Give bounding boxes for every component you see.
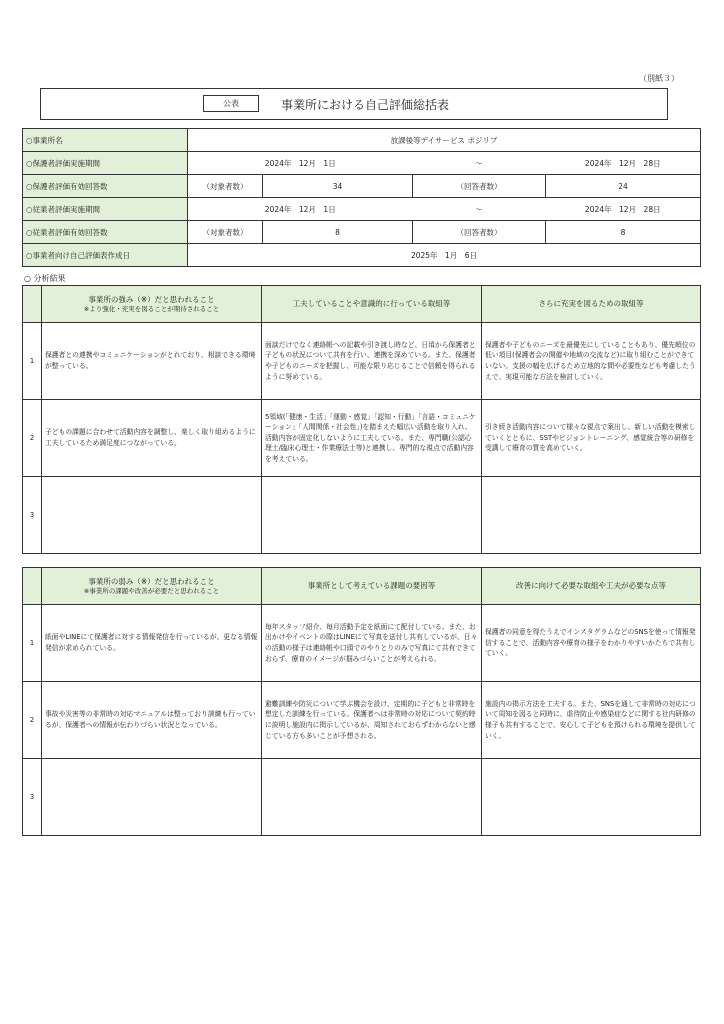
weaknesses-col2-header: 事業所として考えている課題の要因等 (262, 568, 482, 605)
public-tag: 公表 (203, 95, 259, 112)
weakness-cell: 紙面やLINEにて保護者に対する情報発信を行っているが、更なる情報発信が求められている。 (42, 605, 262, 682)
guardian-answer-value: 24 (546, 175, 701, 198)
staff-answer-label: （回答者数） (413, 221, 546, 244)
guardian-answer-label: （回答者数） (413, 175, 546, 198)
effort-cell (262, 477, 482, 554)
row-number: 2 (23, 400, 42, 477)
staff-answer-value: 8 (546, 221, 701, 244)
weaknesses-col1-sub: ※事業所の課題や改善が必要だと思われること (83, 586, 220, 595)
page-title: 事業所における自己評価総括表 (281, 98, 450, 112)
weaknesses-table (22, 567, 701, 836)
attachment-note: （別紙３） (639, 74, 679, 83)
weaknesses-col1-header (42, 568, 262, 605)
strength-cell: 子どもの課題に合わせて活動内容を調整し、楽しく取り組めるように工夫しているため満足度につながっている。 (42, 400, 262, 477)
row-number: 1 (23, 323, 42, 400)
guardian-target-label: （対象者数） (188, 175, 263, 198)
staff-end: 2024年 12月 28日 (546, 198, 701, 221)
title-box (40, 88, 668, 120)
analysis-label: ○ 分析結果 (24, 274, 66, 283)
guardian-tilde: ～ (413, 152, 546, 175)
improvement-cell: 引き続き活動内容について様々な視点で案出し、新しい活動を模索していくとともに、SSTやビジョントレーニング、感覚統合等の研修を受講して療育の質を高めていく。 (482, 400, 701, 477)
remedy-cell: 施設内の掲示方法を工夫する。また、SNSを通して非常時の対応について周知を図ると同時に、虐待防止や感染症などに関する社内研修の様子も共有することで、安心して子どもを預けられる環境を提供していく。 (482, 682, 701, 759)
guardian-period-label: ○保護者評価実施期間 (23, 152, 188, 175)
weaknesses-col3-header: 改善に向けて必要な取組や工夫が必要な点等 (482, 568, 701, 605)
date-value: 2025年 1月 6日 (188, 244, 701, 267)
strengths-col1-sub: ※より強化・充実を図ることが期待されること (83, 304, 220, 313)
strengths-table (22, 285, 701, 554)
remedy-cell: 保護者の同意を得たうえでインスタグラムなどのSNSを使って情報発信することで、活動内容や療育の様子をわかりやすいかたちで共有していく。 (482, 605, 701, 682)
guardian-count-label: ○保護者評価有効回答数 (23, 175, 188, 198)
strengths-col1-header (42, 286, 262, 323)
row-number: 1 (23, 605, 42, 682)
effort-cell: 面談だけでなく連絡帳への記載や引き渡し時など、日頃から保護者と子どもの状況について共有を行い、連携を深めている。また、保護者や子どものニーズを把握し、可能な限り応じることで信頼を得られるように努めている。 (262, 323, 482, 400)
info-table (22, 128, 701, 267)
row-number: 3 (23, 759, 42, 836)
row-number: 3 (23, 477, 42, 554)
date-label: ○事業者向け自己評価表作成日 (23, 244, 188, 267)
strengths-col3-header: さらに充実を図るための取組等 (482, 286, 701, 323)
staff-tilde: ～ (413, 198, 546, 221)
guardian-end: 2024年 12月 28日 (546, 152, 701, 175)
effort-cell: 5領域(「健康・生活」「運動・感覚」「認知・行動」「言語・コミュニケーション」「人間関係・社会性」)を踏まえた幅広い活動を取り入れ、活動内容が固定化しないように工夫している。また、専門職(公認心理士/臨床心理士・作業療法士等)と連携し、専門的な視点で活動内容を考えている。 (262, 400, 482, 477)
weakness-cell (42, 759, 262, 836)
strengths-col2-header: 工夫していることや意識的に行っている取組等 (262, 286, 482, 323)
cause-cell: 毎年スタッフ紹介、毎月活動予定を紙面にて配付している。また、お出かけやイベントの際はLINEにて写真を送付し共有しているが、日々の活動の様子は連絡帳や口頭でのやりとりのみで写真にて共有できておらず、療育のイメージが掴みづらいことが考えられる。 (262, 605, 482, 682)
weaknesses-col1-title: 事業所の弱み（※）だと思われること (88, 576, 215, 586)
strength-cell: 保護者との連携やコミュニケーションがとれており、相談できる環境が整っている。 (42, 323, 262, 400)
row-number: 2 (23, 682, 42, 759)
staff-count-label: ○従業者評価有効回答数 (23, 221, 188, 244)
office-value: 放課後等デイサービス ポジリブ (188, 129, 701, 152)
strengths-num-header (23, 286, 42, 323)
remedy-cell (482, 759, 701, 836)
staff-target-label: （対象者数） (188, 221, 263, 244)
office-label: ○事業所名 (23, 129, 188, 152)
strength-cell (42, 477, 262, 554)
cause-cell (262, 759, 482, 836)
staff-start: 2024年 12月 1日 (188, 198, 413, 221)
weaknesses-num-header (23, 568, 42, 605)
cause-cell: 避難訓練や防災について学ぶ機会を設け、定期的に子どもと非常時を想定した訓練を行っている。保護者へは非常時の対応について契約時に説明し施設内に掲示しているが、周知されておらずわからないと感じている方も多いことが予想される。 (262, 682, 482, 759)
staff-period-label: ○従業者評価実施期間 (23, 198, 188, 221)
improvement-cell: 保護者や子どものニーズを最優先にしていることもあり、優先順位の低い項目(保護者会の開催や地域の交流など)に取り組むことができていない。支援の幅を広げるため立地的な間や必要性なども考慮したうえで、実現可能な方法を検討していく。 (482, 323, 701, 400)
staff-target-value: 8 (263, 221, 413, 244)
strengths-col1-title: 事業所の強み（※）だと思われること (88, 294, 215, 304)
improvement-cell (482, 477, 701, 554)
guardian-start: 2024年 12月 1日 (188, 152, 413, 175)
guardian-target-value: 34 (263, 175, 413, 198)
weakness-cell: 事故や災害等の非常時の対応マニュアルは整っており訓練も行っているが、保護者への情報が伝わりづらい状況となっている。 (42, 682, 262, 759)
